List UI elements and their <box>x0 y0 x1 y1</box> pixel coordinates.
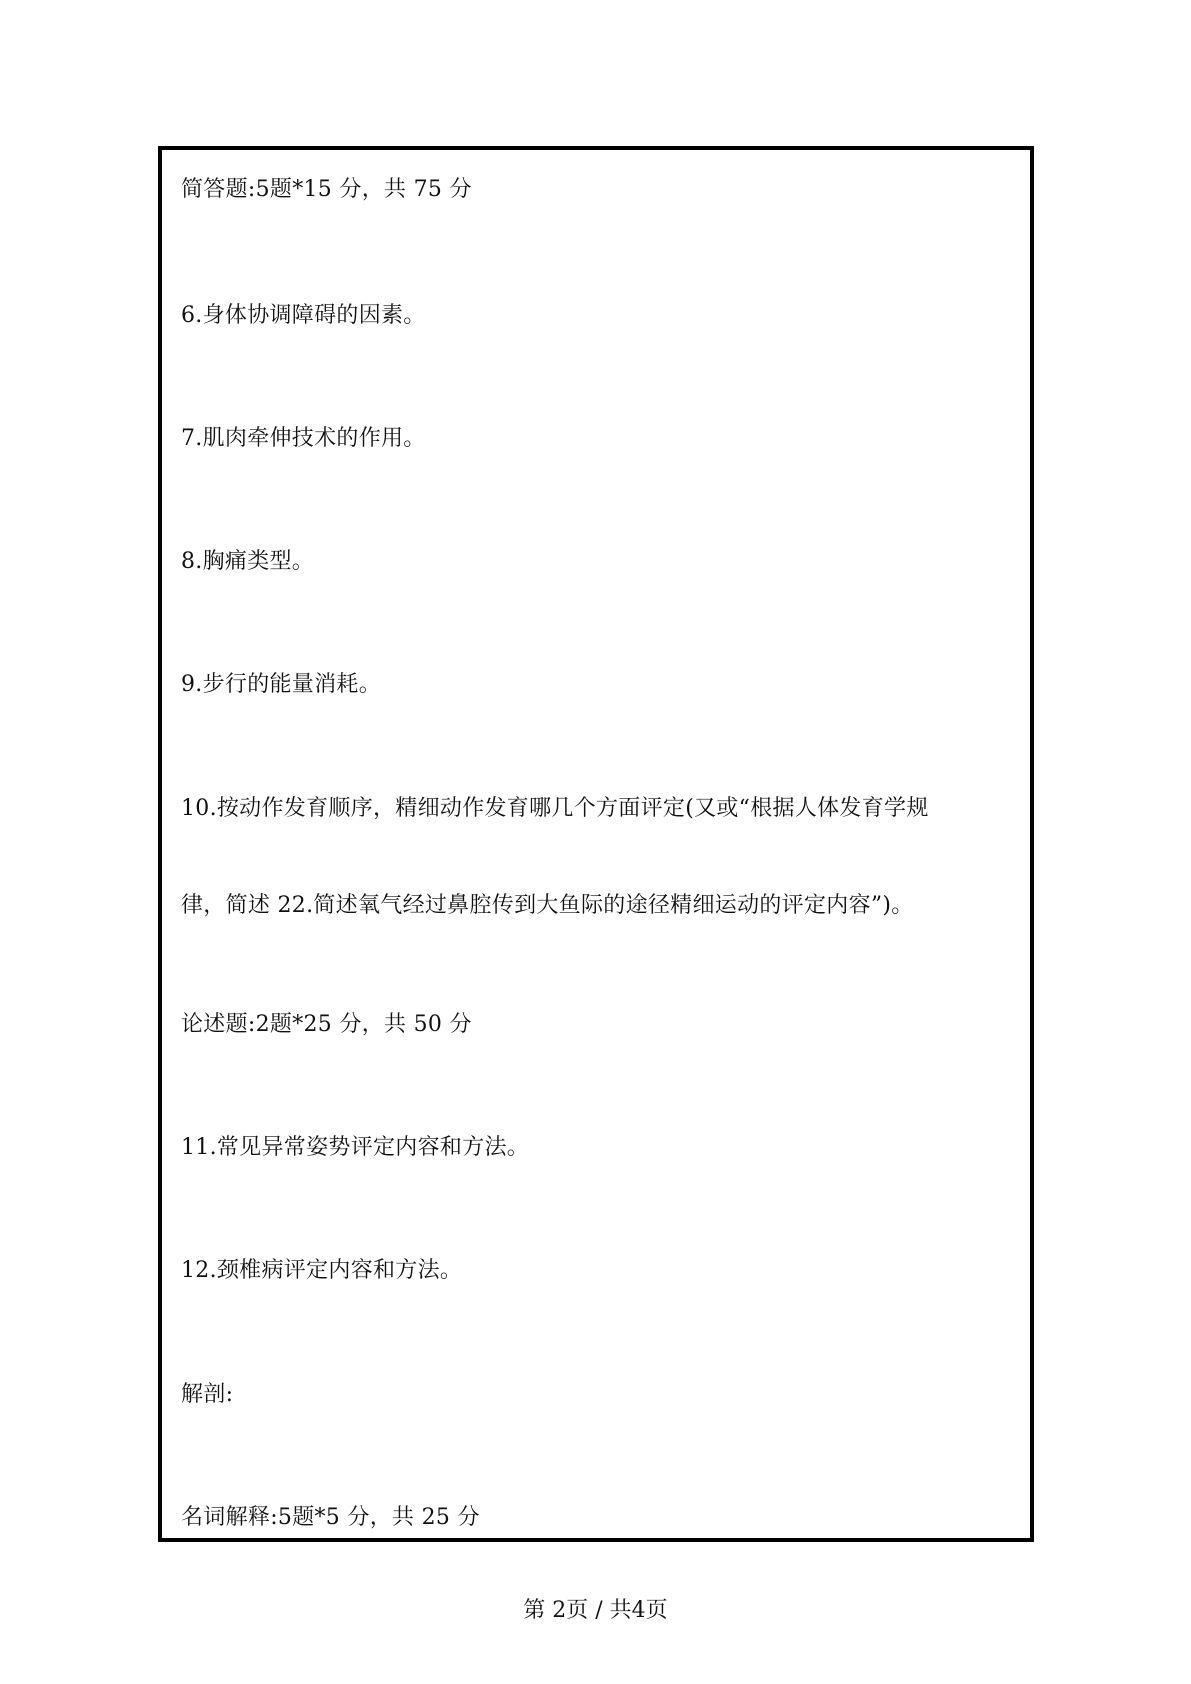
question-7: 7.肌肉牵伸技术的作用。 <box>181 426 426 451</box>
page-frame <box>158 146 1034 1542</box>
question-11: 11.常见异常姿势评定内容和方法。 <box>181 1135 530 1160</box>
question-6: 6.身体协调障碍的因素。 <box>181 303 426 328</box>
question-12: 12.颈椎病评定内容和方法。 <box>181 1258 463 1283</box>
question-10-line-1: 10.按动作发育顺序，精细动作发育哪几个方面评定(又或“根据人体发育学规 <box>181 796 929 821</box>
question-8: 8.胸痛类型。 <box>181 549 315 574</box>
page-number: 第 2页 / 共4页 <box>523 1598 668 1623</box>
question-10-line-2: 律，简述 22.简述氧气经过鼻腔传到大鱼际的途径精细运动的评定内容”)。 <box>181 893 914 918</box>
section-heading-term-definitions: 名词解释:5题*5 分，共 25 分 <box>181 1505 480 1530</box>
section-heading-essay: 论述题:2题*25 分，共 50 分 <box>181 1012 472 1037</box>
section-heading-anatomy: 解剖: <box>181 1382 234 1407</box>
section-heading-short-answer: 简答题:5题*15 分，共 75 分 <box>181 177 472 202</box>
question-9: 9.步行的能量消耗。 <box>181 672 381 697</box>
